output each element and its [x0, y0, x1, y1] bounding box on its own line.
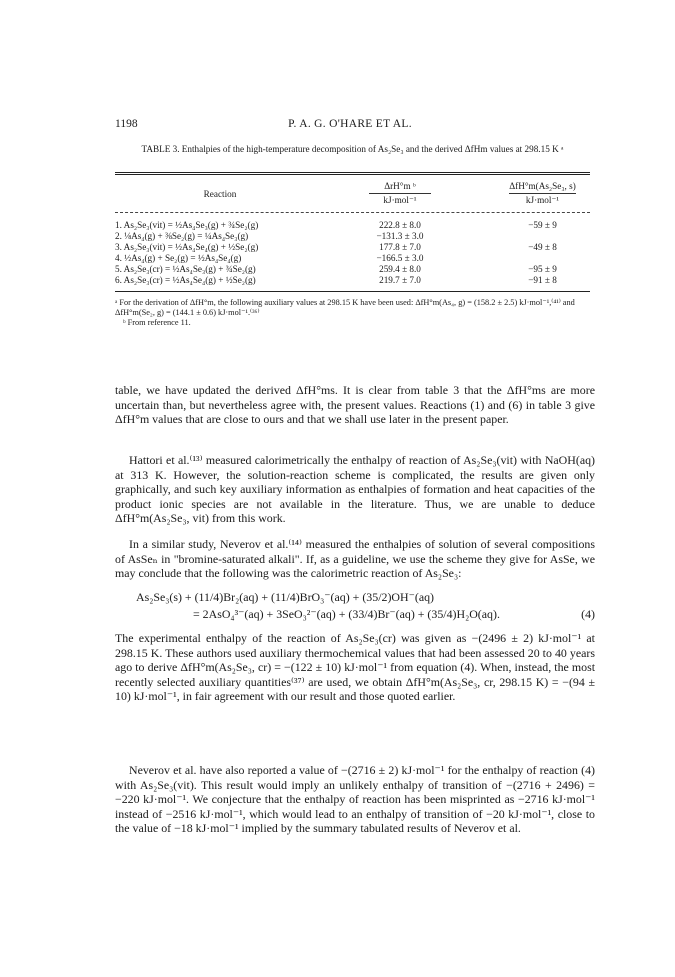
formation-enthalpy-cell: −59 ± 9: [528, 220, 557, 230]
equation-line-2: [193, 607, 595, 622]
table-row: [115, 253, 590, 264]
header-reaction-enthalpy: [355, 180, 445, 206]
header-formation-enthalpy-label: ΔfH°m(As₂Se₃, s): [509, 181, 576, 191]
equation-line-2-text: = 2AsO₄³⁻(aq) + 3SeO₃²⁻(aq) + (33/4)Br⁻(aq) + (35/4)H₂O(aq).: [193, 607, 500, 621]
formation-enthalpy-cell: −95 ± 9: [528, 264, 557, 274]
reaction-enthalpy-cell: 222.8 ± 8.0: [379, 220, 421, 230]
header-reaction-enthalpy-label: ΔrH°m ᵇ: [384, 181, 416, 191]
reaction-cell: 6. As₂Se₃(cr) = ½As₄Se₄(g) + ½Se₂(g): [115, 275, 256, 285]
paragraph: In a similar study, Neverov et al.⁽¹⁴⁾ measured the enthalpies of solution of several compositions of AsSeₙ in "bromine-saturated alkali". If, as a guideline, we use the scheme they give for AsSe, we may conclude that the following was the calorimetric reaction of As₂Se₃:: [115, 537, 595, 580]
reaction-cell: 2. ⅛As₄(g) + ⅜Se₂(g) = ¼As₄Se₃(g): [115, 231, 249, 241]
table-bottom-rule: [115, 291, 590, 292]
reaction-enthalpy-cell: 177.8 ± 7.0: [379, 242, 421, 252]
table-row: [115, 275, 590, 286]
table-footnote-a: ᵃ For the derivation of ΔfH°m, the following auxiliary values at 298.15 K have been used: ΔfH°m(As₄, g) = (158.2 ± 2.5) kJ·mol⁻¹,⁽⁴¹⁾ and ΔfH°m(Se₂, g) = (144.1 ± 0.6) kJ·mol⁻¹.⁽³⁶⁾: [115, 298, 575, 317]
page-number: 1198: [115, 118, 138, 130]
reaction-cell: 5. As₂Se₃(cr) = ½As₄Se₃(g) + ¾Se₂(g): [115, 264, 256, 274]
reaction-enthalpy-cell: 259.4 ± 8.0: [379, 264, 421, 274]
table-caption: TABLE 3. Enthalpies of the high-temperature decomposition of As₂Se₃ and the derived ΔfHm values at 298.15 K ᵃ: [141, 144, 564, 154]
table-footnote-b: ᵇ From reference 11.: [123, 318, 191, 327]
table-top-rule-double: [115, 174, 590, 175]
reaction-cell: 3. As₂Se₃(vit) = ½As₄Se₄(g) + ½Se₂(g): [115, 242, 259, 252]
header-rule: [115, 212, 590, 213]
reaction-cell: 4. ½As₄(g) + Se₂(g) = ½As₄Se₄(g): [115, 253, 242, 263]
header-reaction: Reaction: [203, 189, 237, 199]
reaction-enthalpy-cell: −166.5 ± 3.0: [376, 253, 424, 263]
paragraph: Hattori et al.⁽¹³⁾ measured calorimetrically the enthalpy of reaction of As₂Se₃(vit) with NaOH(aq) at 313 K. However, the solution-reaction scheme is complicated, the results are given only graphically, and such key auxiliary information as enthalpies of formation and heat capacities of the product ionic species are not available in the literature. Thus, we are unable to deduce ΔfH°m(As₂Se₃, vit) from this work.: [115, 453, 595, 525]
running-author: P. A. G. O'HARE ET AL.: [288, 118, 412, 130]
table-top-rule: [115, 172, 590, 173]
running-head: [115, 118, 585, 134]
formation-enthalpy-cell: −49 ± 8: [528, 242, 557, 252]
table-row: [115, 264, 590, 275]
reaction-enthalpy-cell: 219.7 ± 7.0: [379, 275, 421, 285]
table-row: [115, 220, 590, 231]
paragraph: Neverov et al. have also reported a value of −(2716 ± 2) kJ·mol⁻¹ for the enthalpy of reaction (4) with As₂Se₃(vit). This result would imply an unlikely enthalpy of transition of −(2716 + 2496) = −220 kJ·mol⁻¹. We conjecture that the enthalpy of reaction has been misprinted as −2716 kJ·mol⁻¹ instead of −2516 kJ·mol⁻¹, which would lead to an enthalpy of transition of −20 kJ·mol⁻¹, close to the value of −18 kJ·mol⁻¹ implied by the summary tabulated results of Neverov et al.: [115, 763, 595, 835]
reaction-cell: 1. As₂Se₃(vit) = ½As₄Se₃(g) + ¾Se₂(g): [115, 220, 259, 230]
equation-number: (4): [581, 607, 595, 621]
header-reaction-enthalpy-unit: kJ·mol⁻¹: [383, 195, 417, 205]
table-row: [115, 231, 590, 242]
equation-line-1: As₂Se₃(s) + (11/4)Br₂(aq) + (11/4)BrO₃⁻(aq) + (35/2)OH⁻(aq): [136, 590, 435, 604]
header-formation-enthalpy: [495, 180, 590, 206]
paragraph: The experimental enthalpy of the reaction of As₂Se₃(cr) was given as −(2496 ± 2) kJ·mol⁻¹ at 298.15 K. These authors used auxiliary thermochemical values that had been assessed 20 to 40 years ago to derive ΔfH°m(As₂Se₃, cr) = −(122 ± 10) kJ·mol⁻¹ from equation (4). When, instead, the most recently selected auxiliary quantities⁽³⁷⁾ are used, we obtain ΔfH°m(As₂Se₃, cr, 298.15 K) = −(94 ± 10) kJ·mol⁻¹, in fair agreement with our result and those quoted earlier.: [115, 631, 595, 703]
paragraph: table, we have updated the derived ΔfH°ms. It is clear from table 3 that the ΔfH°ms are more uncertain than, but nevertheless agree with, the present values. Reactions (1) and (6) in table 3 give ΔfH°m values that are close to ours and that we shall use later in the present paper.: [115, 383, 595, 426]
formation-enthalpy-cell: −91 ± 8: [528, 275, 557, 285]
header-formation-enthalpy-unit: kJ·mol⁻¹: [525, 195, 560, 205]
reaction-enthalpy-cell: −131.3 ± 3.0: [376, 231, 424, 241]
table-row: [115, 242, 590, 253]
